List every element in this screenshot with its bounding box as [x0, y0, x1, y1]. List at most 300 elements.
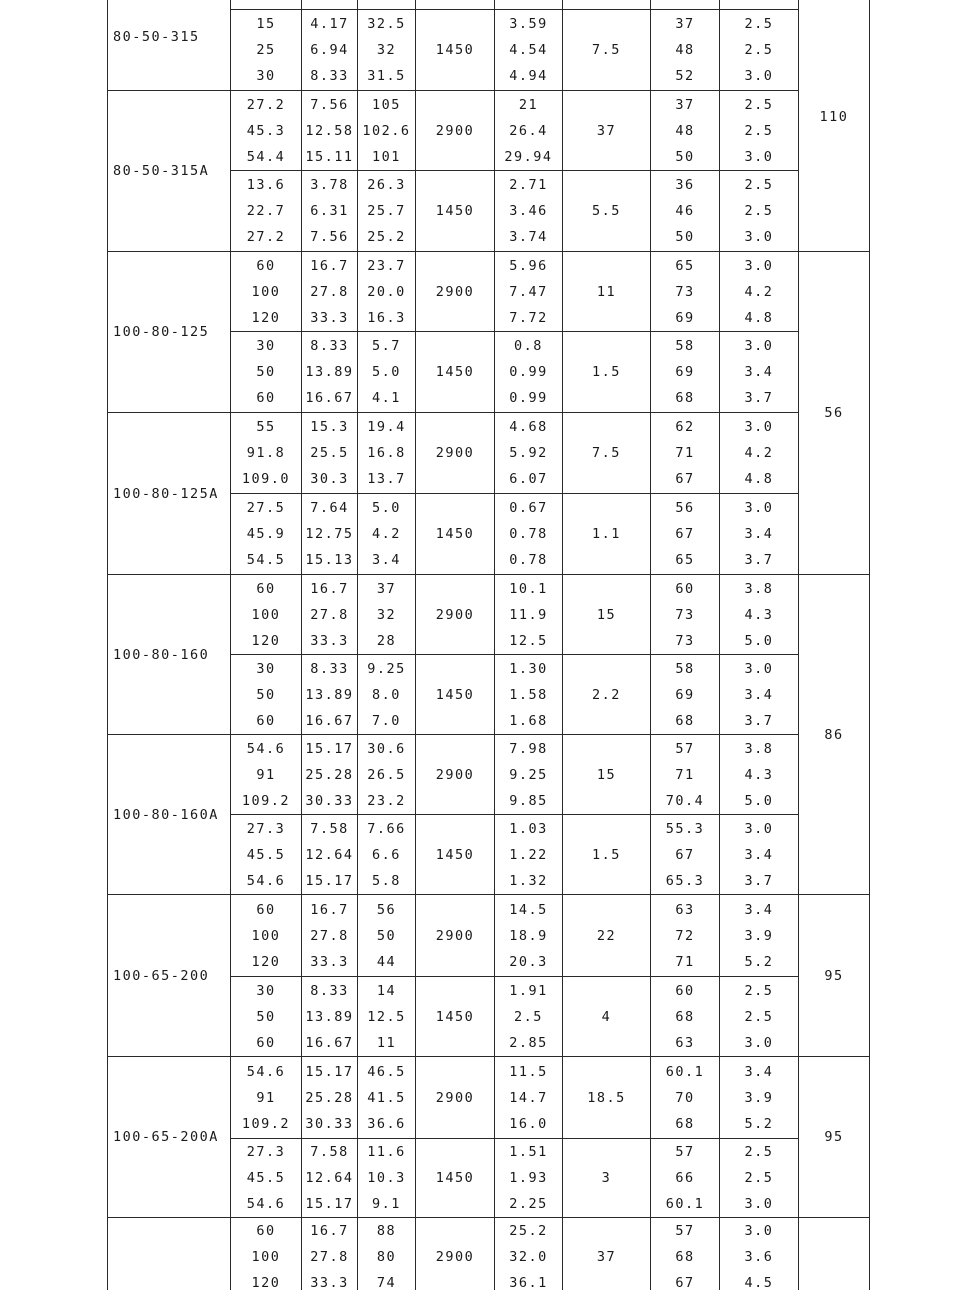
- shaft-power-value: 3.74: [509, 229, 548, 245]
- efficiency-value: 71: [675, 766, 695, 783]
- flow-ls-value: 16.7: [310, 1223, 349, 1239]
- speed-cell: 2900: [416, 575, 495, 655]
- flow-ls-value: 7.58: [310, 1144, 349, 1160]
- head-value-stack: [358, 897, 415, 975]
- flow-m3h-value: 100: [251, 606, 281, 623]
- efficiency-value-stack: [651, 172, 719, 250]
- shaft-power-value: 9.85: [509, 792, 548, 809]
- flow-m3h-value: 60: [256, 1223, 276, 1239]
- head-cell: [358, 332, 416, 413]
- motor-power-cell: 37: [563, 91, 651, 171]
- shaft-power-value-stack: [495, 897, 562, 975]
- head-value: 56: [376, 901, 397, 918]
- shaft-power-value-stack: [495, 1059, 562, 1137]
- speed-cell: 1450: [416, 655, 495, 735]
- flow-ls-value: 33.3: [310, 953, 349, 970]
- shaft-power-value-stack: [495, 978, 562, 1056]
- flow-m3h-value: 30: [256, 660, 276, 677]
- efficiency-value-stack: [651, 92, 719, 170]
- efficiency-value: 69: [675, 686, 695, 703]
- motor-power-cell: 1.5: [563, 332, 651, 413]
- flow-ls-value: 8.33: [310, 660, 349, 677]
- flow-ls-value: 33.3: [310, 1275, 349, 1290]
- flow-ls-value: 12.58: [305, 122, 354, 139]
- head-value: 9.25: [367, 660, 406, 677]
- shaft-power-value-stack: [495, 172, 562, 250]
- flow-m3h-value: 60: [256, 901, 276, 918]
- efficiency-cell: [651, 0, 720, 10]
- table-row: [108, 413, 870, 494]
- flow-m3h-cell: [231, 895, 302, 977]
- head-cell: [358, 815, 416, 895]
- flow-ls-value: 7.64: [310, 500, 349, 516]
- shaft-power-cell: [495, 815, 563, 895]
- flow-ls-value: 7.58: [310, 820, 349, 837]
- flow-m3h-cell: [231, 0, 302, 10]
- flow-m3h-value: 120: [251, 1275, 281, 1290]
- flow-ls-cell: [302, 575, 358, 655]
- shaft-power-value: 2.5: [514, 1008, 543, 1025]
- weight-cell: [799, 1218, 870, 1290]
- flow-ls-value: 13.89: [305, 1008, 354, 1025]
- flow-ls-value-stack: [302, 1139, 357, 1217]
- flow-m3h-value-stack: [231, 253, 301, 331]
- flow-m3h-value-stack: [231, 576, 301, 654]
- motor-power-cell: 1.1: [563, 494, 651, 575]
- npsh-value-stack: [720, 1218, 798, 1290]
- shaft-power-value: 1.22: [509, 846, 548, 863]
- flow-ls-cell: [302, 1057, 358, 1139]
- motor-power-cell: 3: [563, 1139, 651, 1218]
- efficiency-cell: [651, 252, 720, 332]
- flow-ls-value-stack: [302, 736, 357, 814]
- motor-power-cell: 15: [563, 735, 651, 815]
- flow-m3h-value: 45.5: [246, 846, 286, 863]
- npsh-value: 4.3: [744, 766, 774, 783]
- efficiency-value-stack: [651, 736, 719, 814]
- efficiency-value: 73: [675, 632, 695, 649]
- efficiency-cell: [651, 895, 720, 977]
- motor-power-cell: 37: [563, 1218, 651, 1290]
- shaft-power-value-stack: [495, 1139, 562, 1217]
- head-value: 4.1: [372, 390, 401, 406]
- model-name-cell: 100-65-200: [108, 895, 231, 1057]
- head-value: 23.7: [367, 257, 406, 274]
- npsh-value: 3.4: [744, 901, 774, 918]
- efficiency-value: 48: [675, 42, 695, 58]
- flow-ls-value: 30.33: [305, 1115, 354, 1132]
- npsh-value-stack: [720, 1139, 798, 1217]
- flow-m3h-value-stack: [231, 1218, 301, 1290]
- motor-power-cell: 7.5: [563, 413, 651, 494]
- npsh-value-stack: [720, 1059, 798, 1137]
- efficiency-cell: [651, 735, 720, 815]
- shaft-power-value: 32.0: [509, 1249, 548, 1265]
- npsh-value: 2.5: [744, 1170, 774, 1186]
- motor-power-cell: [563, 0, 651, 10]
- npsh-cell: [720, 1218, 799, 1290]
- flow-m3h-cell: [231, 815, 302, 895]
- flow-ls-value-stack: [302, 11, 357, 89]
- flow-m3h-value: 50: [256, 1008, 276, 1025]
- head-cell: [358, 252, 416, 332]
- speed-cell: 2900: [416, 252, 495, 332]
- flow-m3h-cell: [231, 1139, 302, 1218]
- shaft-power-value: 5.96: [509, 257, 548, 274]
- head-value: 9.1: [372, 1196, 401, 1212]
- head-value: 28: [376, 632, 397, 649]
- efficiency-value: 56: [675, 500, 695, 516]
- flow-ls-value: 16.67: [305, 390, 354, 406]
- npsh-value: 3.0: [744, 419, 774, 435]
- npsh-cell: [720, 10, 799, 91]
- flow-m3h-value: 109.0: [241, 471, 291, 487]
- flow-m3h-value: 100: [251, 1249, 281, 1265]
- head-value: 30.6: [367, 740, 406, 757]
- flow-ls-value: 15.11: [305, 148, 354, 165]
- flow-m3h-value: 50: [256, 686, 276, 703]
- head-value: 26.5: [367, 766, 406, 783]
- head-value-stack: [358, 736, 415, 814]
- flow-ls-value: 15.3: [310, 419, 349, 435]
- shaft-power-value: 3.46: [509, 203, 548, 219]
- efficiency-value: 70.4: [665, 792, 705, 809]
- head-value: 5.7: [372, 338, 401, 354]
- speed-cell: [416, 0, 495, 10]
- pump-performance-table: [107, 0, 870, 1290]
- npsh-cell: [720, 413, 799, 494]
- npsh-value: 3.7: [744, 872, 774, 889]
- npsh-value: 4.3: [744, 606, 774, 623]
- npsh-value: 5.0: [744, 632, 774, 649]
- flow-m3h-value: 13.6: [246, 177, 286, 193]
- efficiency-value: 36: [675, 177, 695, 193]
- npsh-value: 3.4: [744, 364, 774, 380]
- npsh-value-stack: [720, 978, 798, 1056]
- flow-m3h-value: 55: [256, 419, 276, 435]
- head-value: 41.5: [367, 1089, 406, 1106]
- head-value: 12.5: [367, 1008, 406, 1025]
- shaft-power-value-stack: [495, 11, 562, 89]
- head-cell: [358, 1218, 416, 1290]
- flow-ls-cell: [302, 735, 358, 815]
- efficiency-cell: [651, 1139, 720, 1218]
- flow-ls-value: 33.3: [310, 632, 349, 649]
- speed-cell: 1450: [416, 332, 495, 413]
- efficiency-value: 67: [675, 526, 695, 542]
- efficiency-value: 70: [675, 1089, 695, 1106]
- flow-m3h-value: 27.3: [246, 1144, 286, 1160]
- flow-ls-value-stack: [302, 333, 357, 411]
- shaft-power-value-stack: [495, 253, 562, 331]
- flow-m3h-value: 27.2: [246, 96, 286, 113]
- flow-m3h-value-stack: [231, 897, 301, 975]
- head-value: 25.7: [367, 203, 406, 219]
- shaft-power-value: 0.99: [509, 364, 548, 380]
- flow-m3h-value: 45.5: [246, 1170, 286, 1186]
- head-value: 20.0: [367, 283, 406, 300]
- shaft-power-value: 1.32: [509, 872, 548, 889]
- shaft-power-value: 0.67: [509, 500, 548, 516]
- flow-ls-cell: [302, 494, 358, 575]
- shaft-power-value-stack: [495, 816, 562, 894]
- head-value: 44: [376, 953, 397, 970]
- shaft-power-value: 4.94: [509, 68, 548, 84]
- npsh-cell: [720, 332, 799, 413]
- head-value: 5.8: [372, 872, 401, 889]
- shaft-power-cell: [495, 735, 563, 815]
- head-value: 11.6: [367, 1144, 406, 1160]
- flow-ls-cell: [302, 10, 358, 91]
- weight-cell: 95: [799, 1057, 870, 1218]
- head-value-stack: [358, 656, 415, 734]
- flow-ls-value: 33.3: [310, 309, 349, 326]
- shaft-power-value: 2.25: [509, 1196, 548, 1212]
- flow-m3h-cell: [231, 332, 302, 413]
- efficiency-value: 63: [675, 901, 695, 918]
- npsh-value: 4.8: [744, 309, 774, 326]
- npsh-value-stack: [720, 816, 798, 894]
- model-name-cell: 100-80-125: [108, 252, 231, 413]
- model-name-cell: 100-80-160A: [108, 735, 231, 895]
- head-value: 14: [376, 982, 397, 999]
- shaft-power-value: 1.30: [509, 660, 548, 677]
- npsh-value: 3.7: [744, 712, 774, 729]
- flow-m3h-value: 54.6: [246, 872, 286, 889]
- flow-m3h-value: 54.5: [246, 552, 286, 568]
- flow-ls-cell: [302, 815, 358, 895]
- speed-cell: 1450: [416, 815, 495, 895]
- efficiency-cell: [651, 1057, 720, 1139]
- flow-m3h-value: 50: [256, 364, 276, 380]
- motor-power-cell: 7.5: [563, 10, 651, 91]
- head-value: 32: [376, 42, 397, 58]
- shaft-power-value: 2.71: [509, 177, 548, 193]
- motor-power-cell: 1.5: [563, 815, 651, 895]
- head-value: 5.0: [372, 500, 401, 516]
- head-value: 37: [376, 580, 397, 597]
- head-value: 19.4: [367, 419, 406, 435]
- flow-m3h-value-stack: [231, 978, 301, 1056]
- flow-m3h-value-stack: [231, 414, 301, 492]
- flow-m3h-cell: [231, 494, 302, 575]
- efficiency-cell: [651, 332, 720, 413]
- efficiency-value: 68: [675, 1008, 695, 1025]
- shaft-power-value: 26.4: [509, 122, 548, 139]
- flow-ls-value: 3.78: [310, 177, 349, 193]
- flow-ls-value-stack: [302, 576, 357, 654]
- speed-cell: 1450: [416, 171, 495, 252]
- head-value-stack: [358, 414, 415, 492]
- motor-power-cell: 15: [563, 575, 651, 655]
- npsh-value: 3.7: [744, 390, 774, 406]
- shaft-power-cell: [495, 1139, 563, 1218]
- shaft-power-value: 14.7: [509, 1089, 548, 1106]
- efficiency-value: 71: [675, 445, 695, 461]
- head-cell: [358, 0, 416, 10]
- npsh-value-stack: [720, 576, 798, 654]
- head-cell: [358, 575, 416, 655]
- shaft-power-value-stack: [495, 414, 562, 492]
- flow-ls-value: 8.33: [310, 68, 349, 84]
- shaft-power-value: 11.5: [509, 1063, 548, 1080]
- head-value-stack: [358, 11, 415, 89]
- flow-ls-value-stack: [302, 816, 357, 894]
- model-name-cell: 100-65-200A: [108, 1057, 231, 1218]
- head-value-stack: [358, 978, 415, 1056]
- npsh-value: 3.8: [744, 740, 774, 757]
- flow-ls-value-stack: [302, 1218, 357, 1290]
- head-value-stack: [358, 1139, 415, 1217]
- flow-m3h-value: 54.4: [246, 148, 286, 165]
- efficiency-value: 50: [675, 229, 695, 245]
- shaft-power-value: 1.91: [509, 982, 548, 999]
- flow-ls-value: 27.8: [310, 1249, 349, 1265]
- flow-m3h-value: 30: [256, 338, 276, 354]
- table-row: [108, 895, 870, 977]
- efficiency-value: 68: [675, 390, 695, 406]
- shaft-power-value: 1.68: [509, 712, 548, 729]
- flow-ls-cell: [302, 1218, 358, 1290]
- npsh-value: 3.0: [744, 820, 774, 837]
- head-cell: [358, 413, 416, 494]
- table-row: [108, 575, 870, 655]
- flow-m3h-cell: [231, 575, 302, 655]
- flow-ls-value-stack: [302, 495, 357, 573]
- npsh-value: 2.5: [744, 1144, 774, 1160]
- shaft-power-value: 14.5: [509, 901, 548, 918]
- npsh-value: 3.0: [744, 1196, 774, 1212]
- flow-ls-value: 7.56: [310, 96, 349, 113]
- efficiency-value-stack: [651, 816, 719, 894]
- table-row: [108, 1218, 870, 1290]
- shaft-power-value: 7.47: [509, 283, 548, 300]
- head-value: 32.5: [367, 16, 406, 32]
- efficiency-value: 60.1: [665, 1196, 705, 1212]
- npsh-value: 2.5: [744, 982, 774, 999]
- efficiency-value: 67: [675, 1275, 695, 1290]
- npsh-value: 5.2: [744, 953, 774, 970]
- flow-ls-cell: [302, 1139, 358, 1218]
- shaft-power-value: 1.93: [509, 1170, 548, 1186]
- npsh-value-stack: [720, 495, 798, 573]
- flow-m3h-value-stack: [231, 495, 301, 573]
- head-value: 7.66: [367, 820, 406, 837]
- npsh-value: 2.5: [744, 1008, 774, 1025]
- shaft-power-cell: [495, 252, 563, 332]
- head-cell: [358, 977, 416, 1057]
- efficiency-value: 57: [675, 740, 695, 757]
- npsh-value: 2.5: [744, 96, 774, 113]
- efficiency-value: 60: [675, 982, 695, 999]
- npsh-value: 3.0: [744, 500, 774, 516]
- shaft-power-value: 4.54: [509, 42, 548, 58]
- head-cell: [358, 655, 416, 735]
- shaft-power-value: 1.03: [509, 820, 548, 837]
- speed-cell: 2900: [416, 91, 495, 171]
- flow-m3h-value: 100: [251, 283, 281, 300]
- head-cell: [358, 1139, 416, 1218]
- npsh-value: 3.8: [744, 580, 774, 597]
- shaft-power-value-stack: [495, 736, 562, 814]
- flow-ls-value: 15.17: [305, 1196, 354, 1212]
- head-value: 32: [376, 606, 397, 623]
- flow-ls-value: 25.28: [305, 766, 354, 783]
- head-value: 102.6: [362, 122, 411, 139]
- flow-m3h-value-stack: [231, 1139, 301, 1217]
- table-row: [108, 0, 870, 10]
- shaft-power-value: 25.2: [509, 1223, 548, 1239]
- flow-m3h-cell: [231, 655, 302, 735]
- head-value: 13.7: [367, 471, 406, 487]
- head-value: 26.3: [367, 177, 406, 193]
- flow-m3h-cell: [231, 413, 302, 494]
- shaft-power-value: 16.0: [509, 1115, 548, 1132]
- npsh-value: 3.0: [744, 660, 774, 677]
- flow-m3h-value: 60: [256, 580, 276, 597]
- npsh-value-stack: [720, 897, 798, 975]
- efficiency-value: 68: [675, 712, 695, 729]
- npsh-cell: [720, 575, 799, 655]
- flow-ls-value-stack: [302, 253, 357, 331]
- flow-m3h-value: 30: [256, 68, 276, 84]
- shaft-power-value: 1.58: [509, 686, 548, 703]
- npsh-value: 2.5: [744, 16, 774, 32]
- efficiency-cell: [651, 815, 720, 895]
- npsh-value: 2.5: [744, 177, 774, 193]
- shaft-power-value: 20.3: [509, 953, 548, 970]
- npsh-value: 3.0: [744, 1034, 774, 1051]
- flow-m3h-value-stack: [231, 736, 301, 814]
- table-row: [108, 735, 870, 815]
- npsh-cell: [720, 252, 799, 332]
- flow-m3h-value: 109.2: [241, 1115, 291, 1132]
- weight-cell: 95: [799, 895, 870, 1057]
- efficiency-value: 65.3: [665, 872, 705, 889]
- efficiency-cell: [651, 413, 720, 494]
- flow-ls-value-stack: [302, 414, 357, 492]
- flow-ls-value: 12.75: [305, 526, 354, 542]
- flow-ls-value: 6.31: [310, 203, 349, 219]
- shaft-power-cell: [495, 171, 563, 252]
- flow-ls-value-stack: [302, 897, 357, 975]
- flow-ls-value: 27.8: [310, 606, 349, 623]
- flow-ls-value-stack: [302, 1059, 357, 1137]
- efficiency-value-stack: [651, 333, 719, 411]
- motor-power-cell: 4: [563, 977, 651, 1057]
- speed-cell: 1450: [416, 1139, 495, 1218]
- speed-cell: 2900: [416, 735, 495, 815]
- efficiency-value-stack: [651, 978, 719, 1056]
- flow-m3h-cell: [231, 1218, 302, 1290]
- flow-m3h-value-stack: [231, 816, 301, 894]
- flow-ls-value: 13.89: [305, 686, 354, 703]
- efficiency-value: 65: [675, 257, 695, 274]
- head-value: 80: [376, 1249, 397, 1265]
- shaft-power-value-stack: [495, 495, 562, 573]
- shaft-power-value: 0.78: [509, 552, 548, 568]
- flow-m3h-value-stack: [231, 656, 301, 734]
- npsh-value-stack: [720, 253, 798, 331]
- flow-m3h-cell: [231, 735, 302, 815]
- npsh-value: 4.2: [744, 445, 774, 461]
- flow-ls-value: 27.8: [310, 927, 349, 944]
- efficiency-cell: [651, 494, 720, 575]
- flow-ls-cell: [302, 895, 358, 977]
- npsh-value: 3.0: [744, 148, 774, 165]
- speed-cell: 2900: [416, 1057, 495, 1139]
- npsh-value: 3.0: [744, 257, 774, 274]
